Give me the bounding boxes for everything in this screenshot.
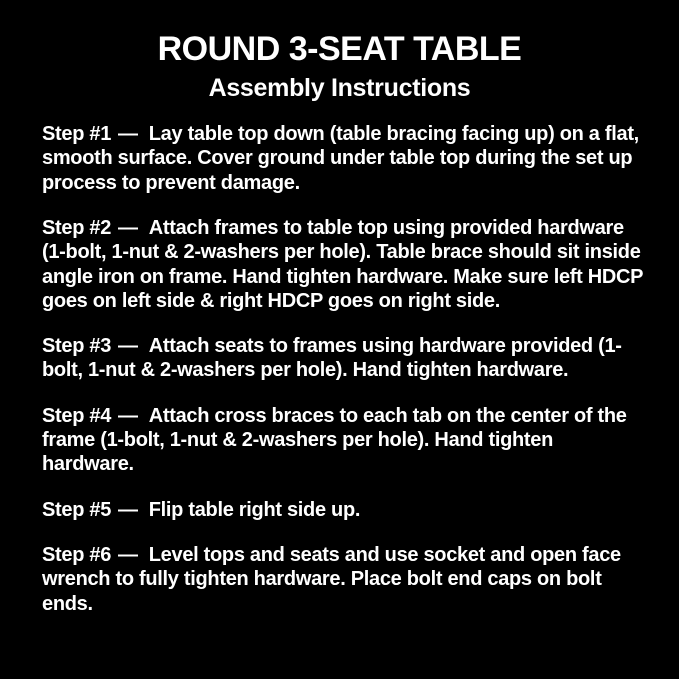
step-4-dash: — bbox=[118, 404, 138, 427]
step-2-body: Attach frames to table top using provided hardware (1-bolt, 1-nut & 2-washers per hole). Table brace should sit inside angle iron on frame. Hand tighten hardware. Make sure left HDCP goes on left side & right HDCP goes on right side. bbox=[42, 216, 643, 312]
step-5-body: Flip table right side up. bbox=[148, 498, 361, 521]
page-subtitle: Assembly Instructions bbox=[208, 74, 471, 103]
step-4-body: Attach cross braces to each tab on the center of the frame (1-bolt, 1-nut & 2-washers per hole). Hand tighten hardware. bbox=[42, 404, 627, 476]
step-3-dash: — bbox=[118, 335, 138, 358]
step-3 bbox=[42, 334, 647, 383]
steps-list bbox=[0, 122, 679, 616]
step-1 bbox=[42, 122, 647, 195]
step-6-body: Level tops and seats and use socket and open face wrench to fully tighten hardware. Place bolt end caps on bolt ends. bbox=[42, 543, 621, 615]
step-6-dash: — bbox=[118, 543, 138, 566]
step-2-label: Step #2 bbox=[42, 216, 112, 239]
step-5 bbox=[42, 498, 647, 522]
step-5-label: Step #5 bbox=[42, 498, 112, 521]
step-5-dash: — bbox=[118, 498, 138, 521]
step-4 bbox=[42, 404, 647, 477]
step-1-dash: — bbox=[118, 123, 138, 146]
step-3-body: Attach seats to frames using hardware provided (1-bolt, 1-nut & 2-washers per hole). Hand tighten hardware. bbox=[42, 335, 622, 382]
step-6-label: Step #6 bbox=[42, 543, 112, 566]
step-3-label: Step #3 bbox=[42, 335, 112, 358]
step-4-label: Step #4 bbox=[42, 404, 112, 427]
step-1-body: Lay table top down (table bracing facing up) on a flat, smooth surface. Cover ground under table top during the set up process to prevent damage. bbox=[42, 123, 639, 194]
step-1-label: Step #1 bbox=[42, 123, 112, 146]
step-6 bbox=[42, 543, 647, 616]
step-2 bbox=[42, 216, 647, 313]
page-title: ROUND 3-SEAT TABLE bbox=[157, 30, 522, 68]
step-2-dash: — bbox=[118, 216, 138, 239]
